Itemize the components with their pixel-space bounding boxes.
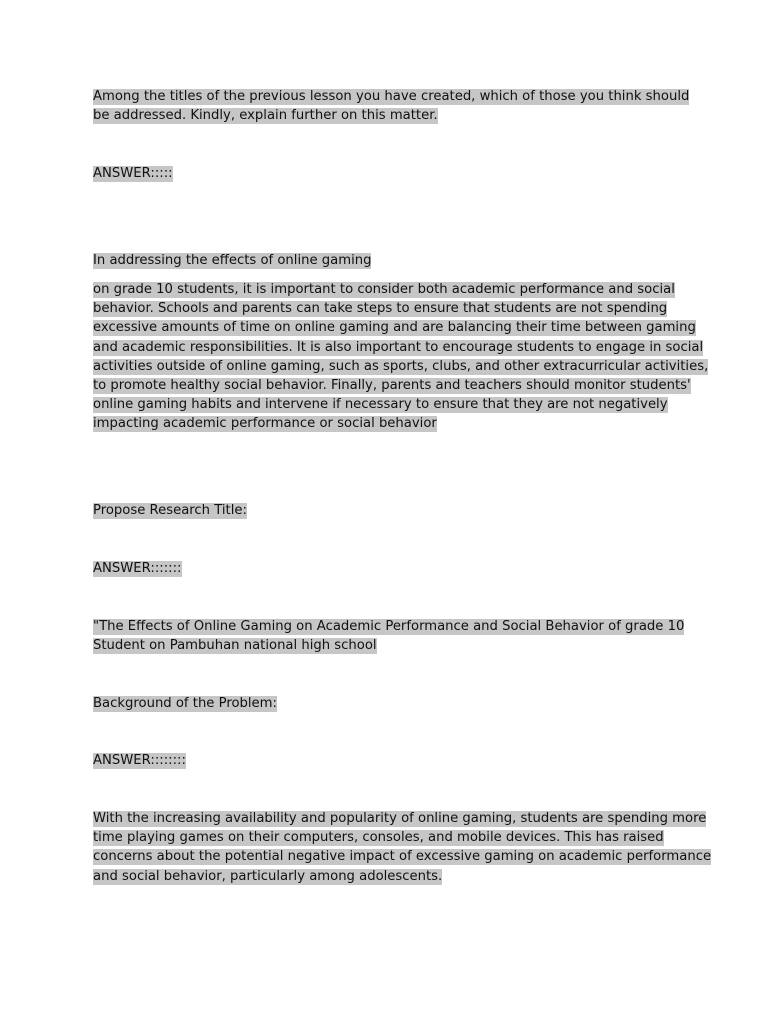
answer-label-2 [93, 559, 182, 578]
background-label [93, 694, 277, 713]
answer-heading [93, 251, 371, 270]
answer-label-3 [93, 751, 186, 770]
background-body-line-3: concerns about the potential negative impact of excessive gaming on academic performance [93, 849, 712, 865]
answer-body-line-6: to promote healthy social behavior. Finally, parents and teachers should monitor students' [93, 377, 691, 393]
answer-label-1 [93, 164, 173, 183]
answer-heading-text: In addressing the effects of online gaming [93, 253, 372, 268]
answer-label-3-text: ANSWER:::::::: [93, 753, 186, 768]
answer-body [93, 280, 708, 434]
answer-body-line-5: activities outside of online gaming, such as sports, clubs, and other extracurricular activities, [93, 358, 709, 374]
answer-label-2-text: ANSWER::::::: [93, 561, 182, 576]
answer-body-line-8: impacting academic performance or social behavior [93, 416, 437, 432]
answer-body-line-1: on grade 10 students, it is important to consider both academic performance and social [93, 282, 675, 297]
answer-body-line-3: excessive amounts of time on online gaming and are balancing their time between gaming [93, 320, 696, 336]
answer-body-line-2: behavior. Schools and parents can take steps to ensure that students are not spending [93, 301, 668, 317]
background-body-line-1: With the increasing availability and popularity of online gaming, students are spending more [93, 811, 707, 826]
background-body [93, 809, 711, 886]
answer-body-line-4: and academic responsibilities. It is also important to encourage students to engage in social [93, 339, 704, 355]
background-body-line-2: time playing games on their computers, consoles, and mobile devices. This has raised [93, 830, 664, 846]
background-body-line-4: and social behavior, particularly among adolescents. [93, 868, 443, 884]
question-prompt [93, 87, 689, 125]
research-title-label-text: Propose Research Title: [93, 503, 247, 518]
question-prompt-line-1: Among the titles of the previous lesson you have created, which of those you think should [93, 89, 690, 104]
background-label-text: Background of the Problem: [93, 696, 277, 711]
answer-body-line-7: online gaming habits and intervene if necessary to ensure that they are not negatively [93, 397, 668, 413]
research-title [93, 617, 684, 655]
question-prompt-line-2: be addressed. Kindly, explain further on this matter. [93, 108, 438, 124]
research-title-label [93, 501, 247, 520]
answer-label-1-text: ANSWER::::: [93, 166, 173, 181]
research-title-line-2: Student on Pambuhan national high school [93, 638, 377, 654]
research-title-line-1: "The Effects of Online Gaming on Academic Performance and Social Behavior of grade 10 [93, 619, 685, 634]
